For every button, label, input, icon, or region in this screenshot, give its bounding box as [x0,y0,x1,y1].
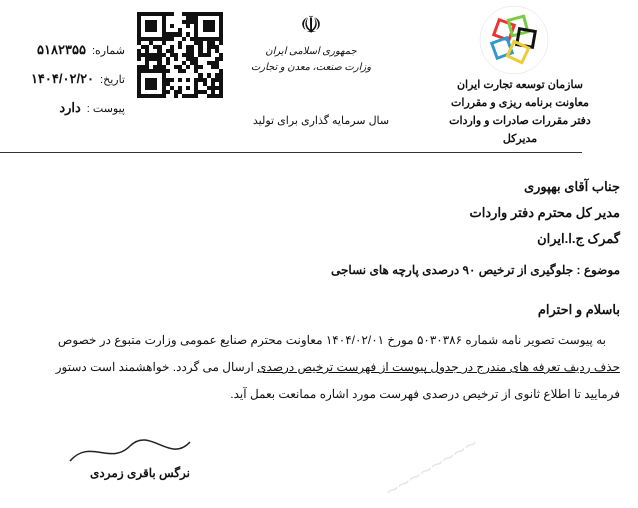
org-line1: سازمان توسعه تجارت ایران [456,79,584,91]
org-line3: دفتر مقررات صادرات و واردات [449,115,591,127]
underlined-text: حذف ردیف تعرفه های مندرج در جدول پیوست از فهرست ترخیص درصدی [257,360,620,374]
tpo-logo [470,2,558,78]
iran-emblem-icon: ☫ [300,12,322,39]
body-line1: به پیوست تصویر نامه شماره ۵۰۳۰۳۸۶ مورخ ۱۴۰۴/۰۲/۰۱ معاونت محترم صنایع عمومی وزارت متبوع در خصوص [57,333,606,347]
ministry-line2: وزارت صنعت، معدن و تجارت [250,62,372,73]
attachment-label: پیوست : [86,103,125,115]
recipient-name: جناب آقای بهپوری [523,179,620,194]
number-label: شماره: [91,45,125,57]
attachment-value: دارد [59,100,81,115]
recipient [470,174,620,252]
ministry-line1: جمهوری اسلامی ایران [265,46,357,57]
header-divider [0,152,582,153]
letter-date: ۱۴۰۴/۰۲/۲۰ [30,71,95,86]
number-row [10,36,125,65]
recipient-title: مدیر کل محترم دفتر واردات [469,205,620,220]
stamp-watermark: ~~~~~~~~ [380,431,482,505]
qr-code [137,12,223,98]
letter-number: ۵۱۸۲۳۵۵ [37,42,86,57]
body-line3: فرمایید تا اطلاع ثانوی از ترخیص درصدی فهرست مورد اشاره ممانعت بعمل آید. [230,387,620,401]
ministry-header [246,44,376,76]
org-line2: معاونت برنامه ریزی و مقررات [451,97,589,109]
org-header [425,76,615,148]
org-line4: مدیرکل [502,133,538,145]
signatory-name: نرگس باقری زمردی [90,466,190,480]
body-line2 [14,354,620,381]
body-line2-rest: ارسال می گردد. خواهشمند است دستور [55,360,258,374]
recipient-org: گمرک ج.ا.ایران [537,231,620,246]
letter-body [14,327,620,408]
subject: موضوع : جلوگیری از ترخیص ۹۰ درصدی پارچه های نساجی [331,263,620,277]
date-row [10,65,125,94]
year-slogan: سال سرمایه گذاری برای تولید [252,115,390,127]
greeting: باسلام و احترام [537,302,620,317]
letter-meta [10,36,125,123]
attachment-row [10,94,125,123]
date-label: تاریخ: [100,74,125,86]
signature-scribble [60,436,200,466]
